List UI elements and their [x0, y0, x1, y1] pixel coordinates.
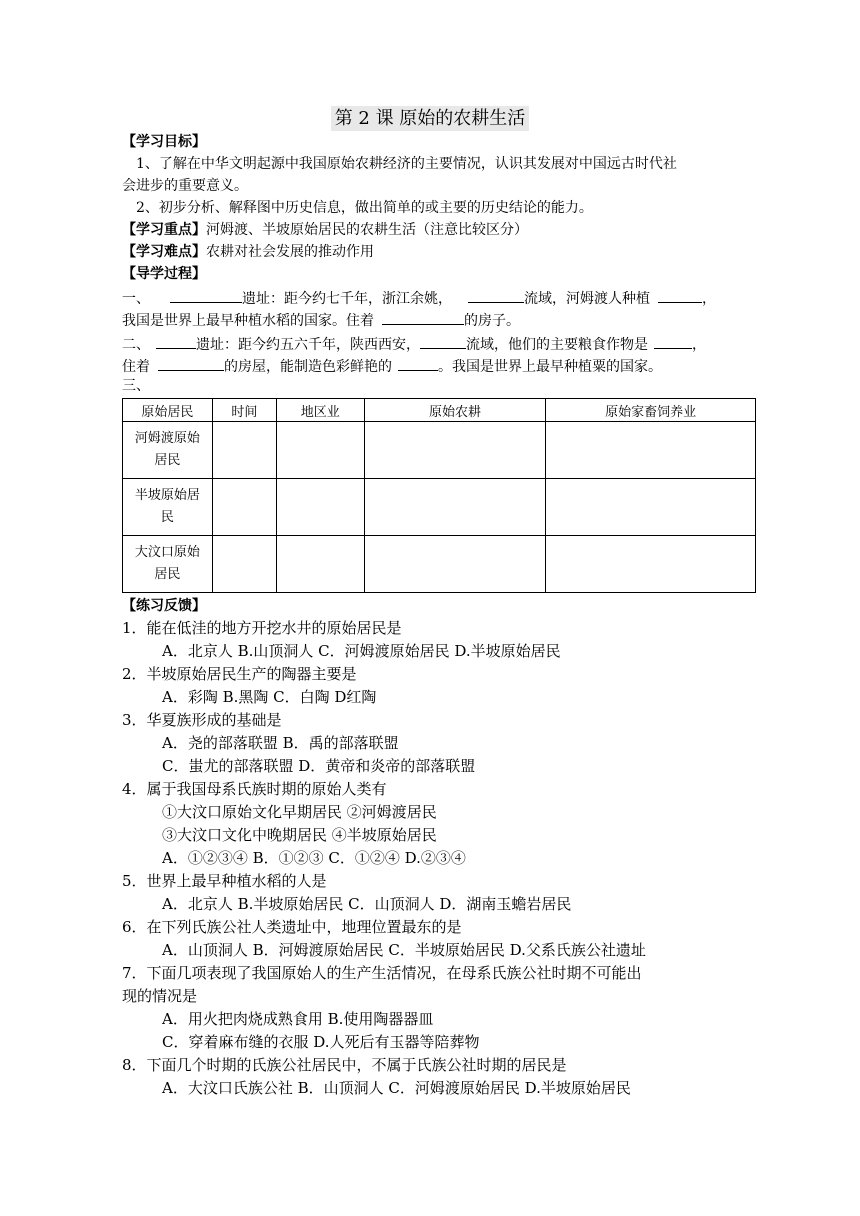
blank — [654, 334, 692, 349]
question-4-options: A．①②③④ B．①②③ C．①②④ D.②③④ — [162, 849, 466, 867]
blank — [398, 356, 438, 371]
table-row — [123, 536, 756, 593]
key-point: 【学习重点】河姆渡、半坡原始居民的农耕生活（注意比较区分） — [122, 222, 528, 238]
goal-2: 2、初步分析、解释图中历史信息，做出简单的或主要的历史结论的能力。 — [136, 200, 593, 216]
practice-heading: 【练习反馈】 — [122, 598, 206, 614]
table-cell-empty[interactable] — [212, 479, 276, 536]
table-row — [123, 479, 756, 536]
table-cell-resident: 半坡原始居民 — [123, 479, 213, 536]
table-cell-empty[interactable] — [546, 422, 756, 479]
table-header: 时间 — [212, 399, 276, 422]
goals-heading: 【学习目标】 — [122, 134, 206, 150]
question-3: 3．华夏族形成的基础是 — [122, 711, 282, 729]
question-7-line-2: 现的情况是 — [122, 987, 198, 1005]
table-cell-resident: 河姆渡原始居民 — [123, 422, 213, 479]
table-cell-empty[interactable] — [276, 536, 364, 593]
blank — [158, 356, 224, 371]
table-row — [123, 422, 756, 479]
table-cell-empty[interactable] — [212, 422, 276, 479]
table-header: 原始居民 — [123, 399, 213, 422]
question-4-item-2: ③大汶口文化中晚期居民 ④半坡原始居民 — [162, 826, 437, 844]
question-3-options-1: A．尧的部落联盟 B．禹的部落联盟 — [162, 734, 399, 752]
blank — [420, 334, 466, 349]
comparison-table — [122, 398, 756, 593]
table-cell-empty[interactable] — [276, 422, 364, 479]
table-cell-empty[interactable] — [276, 479, 364, 536]
table-header: 原始农耕 — [364, 399, 546, 422]
goal-1-line-2: 会进步的重要意义。 — [122, 178, 248, 194]
table-cell-resident: 大汶口原始居民 — [123, 536, 213, 593]
guide-section-3: 三、 — [122, 378, 150, 394]
table-cell-empty[interactable] — [546, 536, 756, 593]
blank — [468, 288, 524, 303]
table-header: 地区业 — [276, 399, 364, 422]
question-1-options: A．北京人 B.山顶洞人 C．河姆渡原始居民 D.半坡原始居民 — [162, 642, 561, 660]
question-5-options: A．北京人 B.半坡原始居民 C．山顶洞人 D．湖南玉蟾岩居民 — [162, 895, 572, 913]
blank — [170, 288, 242, 303]
question-7-options-2: C．穿着麻布缝的衣服 D.人死后有玉器等陪葬物 — [162, 1033, 480, 1051]
question-6-options: A．山顶洞人 B．河姆渡原始居民 C．半坡原始居民 D.父系氏族公社遗址 — [162, 941, 646, 959]
table-header: 原始家畜饲养业 — [546, 399, 756, 422]
question-6: 6．在下列氏族公社人类遗址中，地理位置最东的是 — [122, 918, 462, 936]
page-title: 第 2 课 原始的农耕生活 — [0, 104, 860, 130]
guide-heading: 【导学过程】 — [122, 266, 206, 282]
question-5: 5．世界上最早种植水稻的人是 — [122, 872, 327, 890]
question-8-options: A．大汶口氏族公社 B．山顶洞人 C．河姆渡原始居民 D.半坡原始居民 — [162, 1079, 631, 1097]
question-4-item-1: ①大汶口原始文化早期居民 ②河姆渡居民 — [162, 803, 437, 821]
table-cell-empty[interactable] — [212, 536, 276, 593]
guide-section-1-line-1: 一、 遗址：距今约七千年，浙江余姚， 流域，河姆渡人种植 ， — [122, 288, 716, 309]
table-cell-empty[interactable] — [364, 479, 546, 536]
question-7-options-1: A．用火把肉烧成熟食用 B.使用陶器器皿 — [162, 1010, 434, 1028]
question-2-options: A．彩陶 B.黑陶 C．白陶 D红陶 — [162, 688, 377, 706]
question-1: 1．能在低洼的地方开挖水井的原始居民是 — [122, 619, 402, 637]
blank — [658, 288, 702, 303]
goal-1-line-1: 1、了解在中华文明起源中我国原始农耕经济的主要情况，认识其发展对中国远古时代社 — [136, 156, 677, 172]
guide-section-2-line-2: 住着 的房屋，能制造色彩鲜艳的 。我国是世界上最早种植粟的国家。 — [122, 356, 662, 377]
question-7-line-1: 7．下面几项表现了我国原始人的生产生活情况，在母系氏族公社时期不可能出 — [122, 964, 642, 982]
blank — [382, 310, 464, 325]
table-cell-empty[interactable] — [546, 479, 756, 536]
table-header-row — [123, 399, 756, 422]
question-2: 2．半坡原始居民生产的陶器主要是 — [122, 665, 357, 683]
difficult-point: 【学习难点】农耕对社会发展的推动作用 — [122, 244, 374, 260]
question-4: 4．属于我国母系氏族时期的原始人类有 — [122, 780, 387, 798]
blank — [156, 334, 196, 349]
table-cell-empty[interactable] — [364, 422, 546, 479]
question-3-options-2: C．蚩尤的部落联盟 D．黄帝和炎帝的部落联盟 — [162, 757, 476, 775]
guide-section-1-line-2: 我国是世界上最早种植水稻的国家。住着 的房子。 — [122, 310, 520, 331]
table-cell-empty[interactable] — [364, 536, 546, 593]
question-8: 8．下面几个时期的氏族公社居民中，不属于氏族公社时期的居民是 — [122, 1056, 567, 1074]
guide-section-2-line-1: 二、 遗址：距今约五六千年，陕西西安， 流域，他们的主要粮食作物是 ， — [122, 334, 706, 355]
